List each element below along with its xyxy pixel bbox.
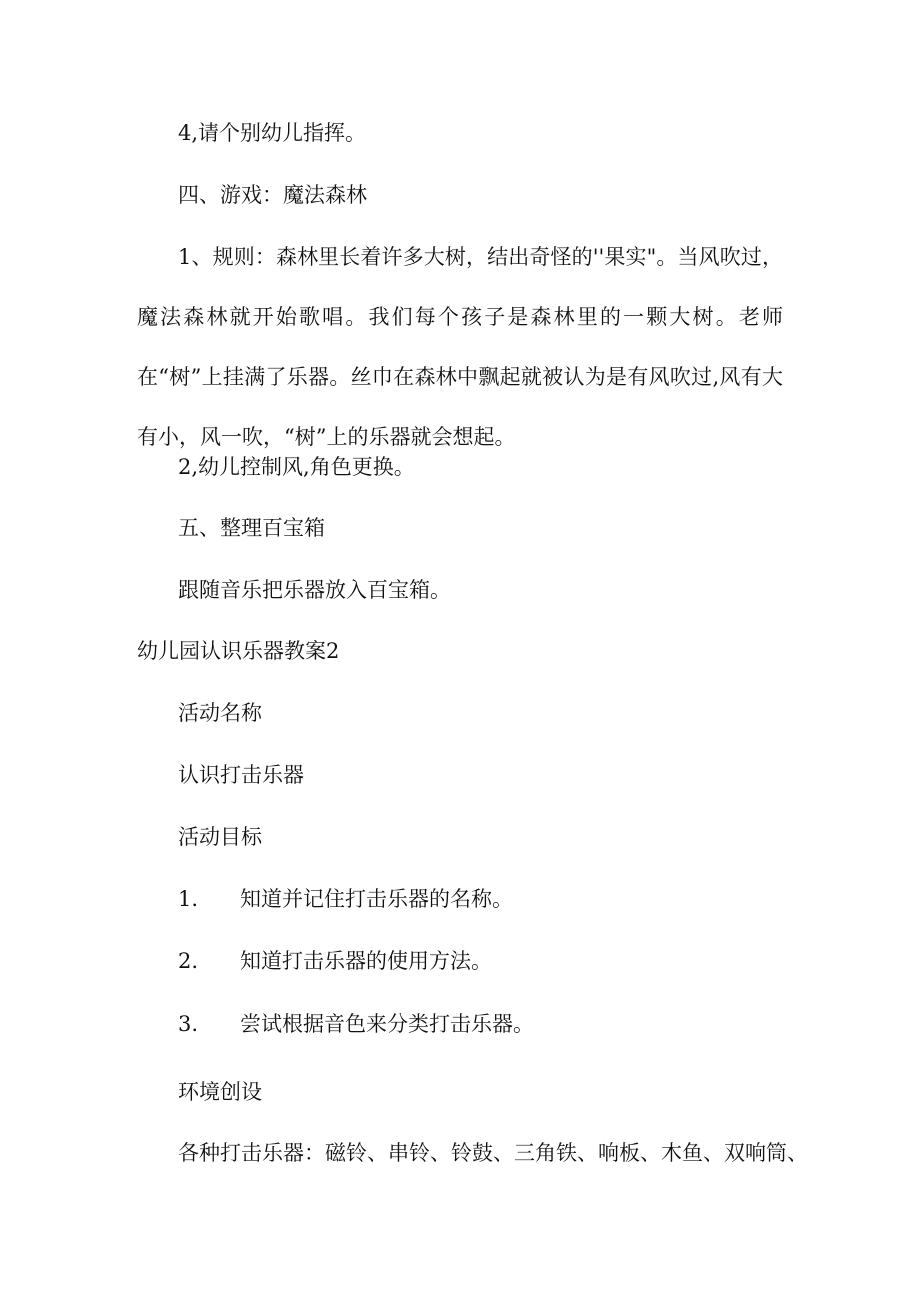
goal-2-number: 2. bbox=[178, 949, 199, 973]
goal-2-text: 知道打击乐器的使用方法。 bbox=[240, 949, 492, 973]
activity-name-value: 认识打击乐器 bbox=[178, 763, 304, 787]
environment-label: 环境创设 bbox=[178, 1080, 262, 1104]
environment-text: 各种打击乐器：磁铃、串铃、铃鼓、三角铁、响板、木鱼、双响筒、 bbox=[178, 1141, 808, 1165]
goal-1-number: 1. bbox=[178, 887, 199, 911]
goal-1-text: 知道并记住打击乐器的名称。 bbox=[240, 887, 513, 911]
section-5-heading: 五、整理百宝箱 bbox=[178, 516, 325, 540]
goal-3-text: 尝试根据音色来分类打击乐器。 bbox=[240, 1012, 534, 1036]
step-4-line: 4,请个别幼儿指挥。 bbox=[178, 121, 367, 145]
activity-name-label: 活动名称 bbox=[178, 701, 262, 725]
activity-goal-label: 活动目标 bbox=[178, 825, 262, 849]
plan-2-title: 幼儿园认识乐器教案2 bbox=[137, 639, 340, 663]
rule-paragraph: 1、规则：森林里长着许多大树，结出奇怪的''果实"。当风吹过，魔法森林就开始歌唱。我们每个孩子是森林里的一颗大树。老师在“树”上挂满了乐器。丝巾在森林中飘起就被认为是有风吹过,风有大有小，风一吹，“树”上的乐器就会想起。 bbox=[137, 245, 783, 449]
section-5-text: 跟随音乐把乐器放入百宝箱。 bbox=[178, 578, 451, 602]
step-2-line: 2,幼儿控制风,角色更换。 bbox=[178, 455, 415, 479]
goal-3-number: 3. bbox=[178, 1012, 199, 1036]
section-4-heading: 四、游戏：魔法森林 bbox=[178, 183, 367, 207]
